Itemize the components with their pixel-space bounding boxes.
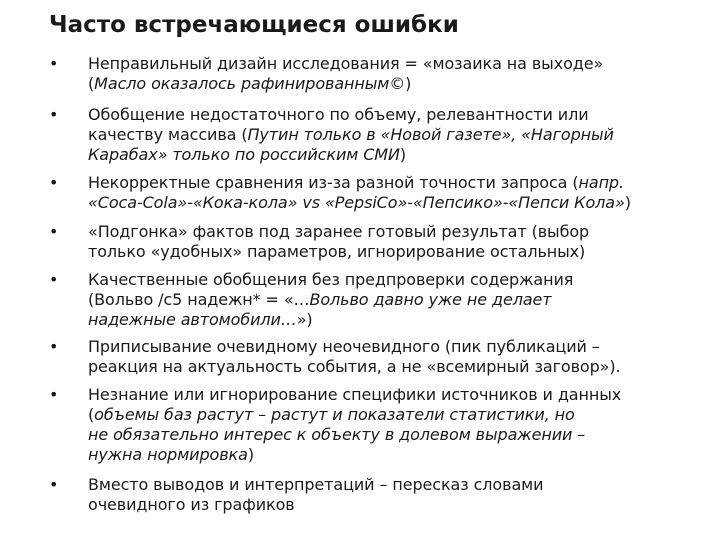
text-segment: ( bbox=[88, 74, 95, 93]
bullet-text-line bbox=[88, 270, 708, 290]
bullet-text-line bbox=[88, 310, 708, 330]
bullet-text-line bbox=[88, 145, 708, 165]
bullet-item bbox=[49, 173, 708, 213]
bullet-item bbox=[49, 270, 708, 330]
bullet-text-line bbox=[88, 125, 708, 145]
bullet-text-line bbox=[88, 193, 708, 213]
text-segment: Приписывание очевидному неочевидного (пик публикаций – bbox=[88, 337, 600, 356]
text-segment: качеству массива ( bbox=[88, 125, 248, 144]
text-segment: ) bbox=[405, 74, 412, 93]
bullet-text-line bbox=[88, 405, 708, 425]
italic-text: надежные автомобили… bbox=[88, 310, 297, 329]
text-segment: Неправильный дизайн исследования = «мозаика на выходе» bbox=[88, 54, 604, 73]
bullet-text-line bbox=[88, 242, 708, 262]
text-segment: «Подгонка» фактов под заранее готовый результат (выбор bbox=[88, 222, 590, 241]
text-segment: ) bbox=[247, 445, 254, 464]
bullet-marker: • bbox=[49, 385, 59, 404]
bullet-marker: • bbox=[49, 270, 59, 289]
bullet-item bbox=[49, 54, 708, 94]
bullet-item bbox=[49, 105, 708, 165]
bullet-text-line bbox=[88, 425, 708, 445]
text-segment: (Вольво /c5 надежн* = «… bbox=[88, 290, 310, 309]
bullet-item bbox=[49, 475, 708, 515]
bullet-marker: • bbox=[49, 173, 59, 192]
text-segment: ») bbox=[296, 310, 313, 329]
italic-text: напр. bbox=[578, 173, 624, 192]
text-segment: очевидного из графиков bbox=[88, 495, 295, 514]
bullet-text-line bbox=[88, 475, 708, 495]
bullet-text-line bbox=[88, 290, 708, 310]
bullet-marker: • bbox=[49, 475, 59, 494]
text-segment: Обобщение недостаточного по объему, релевантности или bbox=[88, 105, 589, 124]
bullet-text-line bbox=[88, 74, 708, 94]
bullet-text-line bbox=[88, 337, 708, 357]
bullet-item bbox=[49, 337, 708, 377]
bullet-text-line bbox=[88, 357, 708, 377]
bullet-text-line bbox=[88, 385, 708, 405]
text-segment: Вместо выводов и интерпретаций – пересказ словами bbox=[88, 475, 544, 494]
bullet-text-line bbox=[88, 105, 708, 125]
bullet-marker: • bbox=[49, 105, 59, 124]
italic-text: «Coca-Cola»-«Кока-кола» vs «PepsiCo»-«Пепсико»-«Пепси Кола» bbox=[88, 193, 625, 212]
text-segment: ( bbox=[88, 405, 95, 424]
text-segment: ) bbox=[399, 145, 407, 164]
bullet-text-line bbox=[88, 173, 708, 193]
text-segment: ) bbox=[624, 193, 631, 212]
bullet-text-line bbox=[88, 445, 708, 465]
bullet-marker: • bbox=[49, 54, 59, 73]
text-segment: только «удобных» параметров, игнорирование остальных) bbox=[88, 242, 586, 261]
text-segment: Качественные обобщения без предпроверки содержания bbox=[88, 270, 574, 289]
italic-text: Вольво давно уже не делает bbox=[309, 290, 552, 309]
bullet-text-line bbox=[88, 495, 708, 515]
bullet-item bbox=[49, 222, 708, 262]
bullet-text-line bbox=[88, 222, 708, 242]
italic-text: Масло оказалось рафинированным© bbox=[94, 74, 406, 93]
bullet-text-line bbox=[88, 54, 708, 74]
italic-text: нужна нормировка bbox=[88, 445, 248, 464]
bullet-item bbox=[49, 385, 708, 465]
bullet-marker: • bbox=[49, 222, 59, 241]
italic-text: объемы баз растут – растут и показатели статистики, но bbox=[94, 405, 575, 424]
text-segment: Незнание или игнорирование специфики источников и данных bbox=[88, 385, 622, 404]
text-segment: Некорректные сравнения из-за разной точности запроса ( bbox=[88, 173, 579, 192]
text-segment: реакция на актуальность события, а не «всемирный заговор»). bbox=[88, 357, 621, 376]
italic-text: Карабах» только по российским СМИ bbox=[88, 145, 400, 164]
slide-title: Часто встречающиеся ошибки bbox=[49, 12, 459, 38]
bullet-marker: • bbox=[49, 337, 59, 356]
italic-text: не обязательно интерес к объекту в долевом выражении – bbox=[88, 425, 586, 444]
italic-text: Путин только в «Новой газете», «Нагорный bbox=[247, 125, 614, 144]
